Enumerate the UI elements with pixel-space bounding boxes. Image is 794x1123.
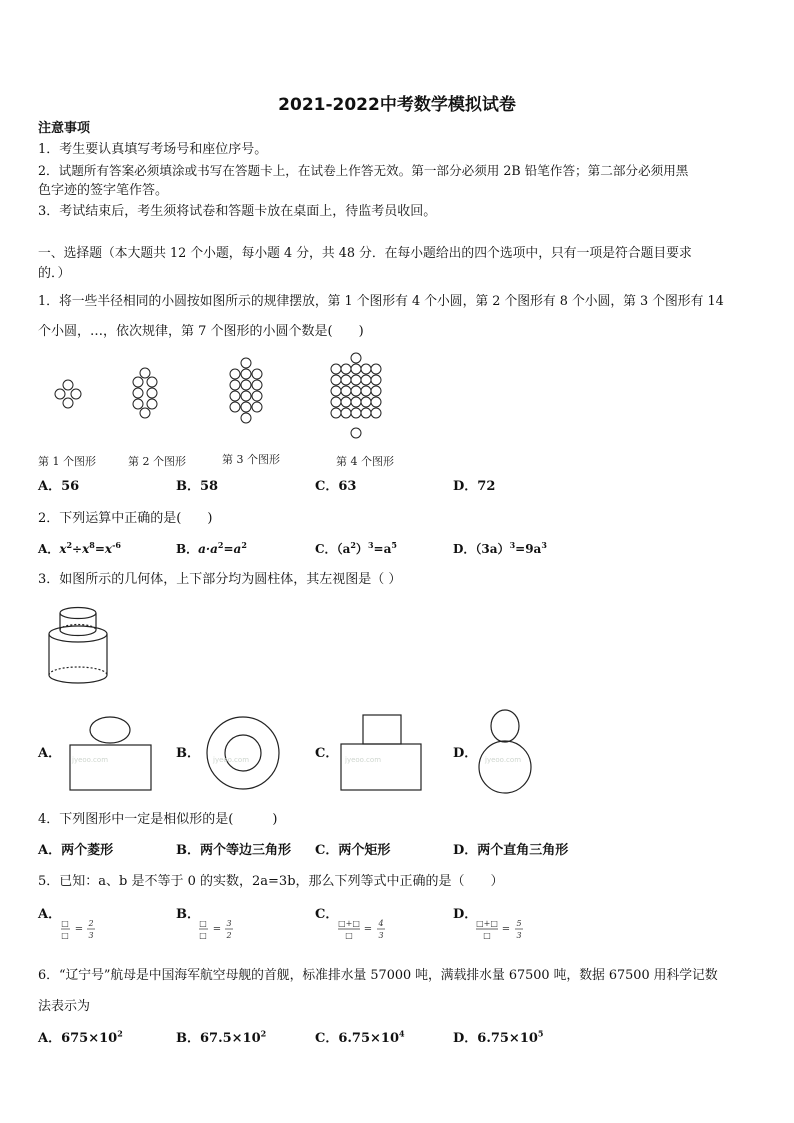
figure-1-caption: 第 1 个图形 (38, 455, 96, 468)
question-2-stem: 2．下列运算中正确的是( ) (38, 511, 213, 526)
q4-option-d[interactable]: D．两个直角三角形 (453, 843, 569, 858)
figure-4-caption: 第 4 个图形 (336, 455, 394, 468)
q5-b-lnum: □ (199, 919, 207, 928)
q5-fraction-a (60, 916, 100, 944)
q5-fraction-b (198, 916, 238, 944)
q6-option-a[interactable]: A．$675\times 10^2$ (38, 1028, 123, 1046)
q3-option-c[interactable]: C． (315, 746, 339, 761)
q5-option-d[interactable]: D． (453, 907, 478, 922)
q1-option-d[interactable]: D．72 (453, 479, 496, 494)
q5-a-rden: 3 (88, 931, 94, 940)
section-heading: 一、选择题（本大题共 12 个小题，每小题 4 分，共 48 分．在每小题给出的四个选项中，只有一项是符合题目要求 (38, 246, 692, 261)
notice-line-2-cont: 色字迹的签字笔作答。 (38, 183, 169, 198)
question-6-stem-cont: 法表示为 (38, 999, 91, 1014)
q5-c-lden: □ (345, 931, 353, 940)
q2-option-a[interactable]: A．$x^2\div x^8=x^{-6}$ (38, 540, 121, 556)
q5-b-rden: 2 (226, 931, 232, 940)
q3-option-d[interactable]: D． (453, 746, 478, 761)
q2-option-c[interactable]: C．$(a^2)^3=a^5$ (315, 540, 397, 556)
figure-1 (55, 380, 81, 408)
figure-3 (230, 358, 262, 423)
watermark-a: jyeoo.com (72, 756, 109, 764)
q1-option-c[interactable]: C．63 (315, 479, 357, 494)
q5-a-lden: □ (61, 931, 69, 940)
watermark-c: jyeoo.com (345, 756, 382, 764)
question-4-stem: 4．下列图形中一定是相似形的是( ) (38, 812, 278, 827)
q6-option-d[interactable]: D．$6.75\times 10^5$ (453, 1028, 544, 1046)
q5-d-rden: 3 (516, 931, 522, 940)
notice-line-3: 3．考试结束后，考生须将试卷和答题卡放在桌面上，待监考员收回。 (38, 204, 437, 219)
notice-heading: 注意事项 (38, 121, 91, 136)
q5-d-lnum: □+□ (476, 919, 498, 928)
q4-option-b[interactable]: B．两个等边三角形 (176, 843, 291, 858)
q6-option-c[interactable]: C．$6.75\times 10^4$ (315, 1028, 405, 1046)
q2-option-d[interactable]: D．$(3a)^3=9a^3$ (453, 540, 547, 556)
q3-view-c-figure (338, 712, 424, 794)
q6-option-b[interactable]: B．$67.5\times 10^2$ (176, 1028, 267, 1046)
q5-b-rnum: 3 (226, 919, 232, 928)
q3-view-b-figure (202, 712, 286, 796)
q5-a-lnum: □ (61, 919, 69, 928)
q3-option-b[interactable]: B． (176, 746, 200, 761)
q3-view-a-figure (64, 712, 156, 794)
q5-option-b[interactable]: B． (176, 907, 200, 922)
svg-text:=: = (212, 924, 222, 935)
q5-option-c[interactable]: C． (315, 907, 339, 922)
figure-2 (133, 368, 157, 418)
question-5-stem: 5．已知：a、b 是不等于 0 的实数，2a=3b，那么下列等式中正确的是（ ） (38, 874, 504, 889)
notice-line-1: 1．考生要认真填写考场号和座位序号。 (38, 142, 268, 157)
q1-option-a[interactable]: A．56 (38, 479, 80, 494)
q4-option-a[interactable]: A．两个菱形 (38, 843, 114, 858)
question-1-stem-cont: 个小圆，…，依次规律，第 7 个图形的小圆个数是( ) (38, 324, 364, 339)
q2-option-b[interactable]: B．$a\cdot a^2=a^2$ (176, 540, 247, 556)
question-6-stem: 6．“辽宁号”航母是中国海军航空母舰的首舰，标准排水量 57000 吨，满载排水量 67500 吨，数据 67500 用科学记数 (38, 968, 718, 983)
q5-fraction-d (475, 916, 527, 944)
notice-line-2: 2．试题所有答案必须填涂或书写在答题卡上，在试卷上作答无效。第一部分必须用 2B 铅笔作答；第二部分必须用黑 (38, 163, 689, 178)
q5-c-rnum: 4 (378, 919, 384, 928)
svg-text:=: = (363, 924, 373, 935)
circle-pattern-figures (40, 352, 410, 440)
q5-c-lnum: □+□ (338, 919, 360, 928)
svg-text:=: = (74, 924, 84, 935)
q3-view-d-figure (474, 707, 534, 797)
page-title: 2021-2022中考数学模拟试卷 (278, 95, 516, 115)
q4-option-c[interactable]: C．两个矩形 (315, 843, 391, 858)
figure-2-caption: 第 2 个图形 (128, 455, 186, 468)
q5-b-lden: □ (199, 931, 207, 940)
q5-fraction-c (337, 916, 389, 944)
cylinder-solid-figure (40, 603, 115, 691)
q5-d-rnum: 5 (516, 919, 522, 928)
svg-text:=: = (501, 924, 511, 935)
section-heading-cont: 的．） (38, 266, 71, 281)
figure-4 (331, 353, 381, 438)
q5-a-rnum: 2 (88, 919, 94, 928)
q5-option-a[interactable]: A． (38, 907, 62, 922)
watermark-b: jyeoo.com (213, 756, 250, 764)
question-1-stem: 1．将一些半径相同的小圆按如图所示的规律摆放，第 1 个图形有 4 个小圆，第 2 个图形有 8 个小圆，第 3 个图形有 14 (38, 294, 724, 309)
q1-option-b[interactable]: B．58 (176, 479, 219, 494)
figure-3-caption: 第 3 个图形 (222, 453, 280, 466)
watermark-d: jyeoo.com (485, 756, 522, 764)
q5-c-rden: 3 (378, 931, 384, 940)
question-3-stem: 3．如图所示的几何体，上下部分均为圆柱体，其左视图是（ ） (38, 572, 402, 587)
q3-option-a[interactable]: A． (38, 746, 62, 761)
q5-d-lden: □ (483, 931, 491, 940)
